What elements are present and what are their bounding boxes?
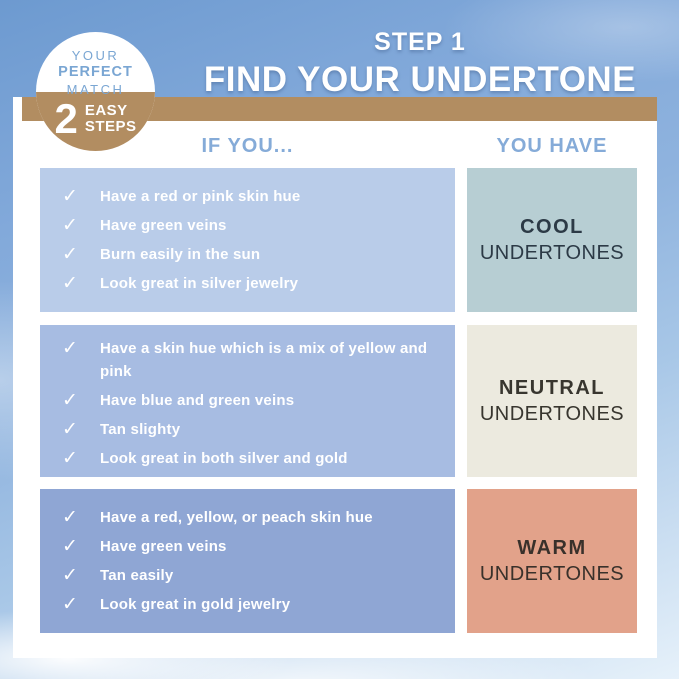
- list-item: [40, 564, 455, 587]
- list-item: [40, 389, 455, 412]
- list-item-text: Look great in silver jewelry: [100, 275, 299, 292]
- badge-line-your: YOUR: [71, 48, 120, 63]
- checkmark-icon: ✓: [62, 273, 79, 294]
- badge-steps-words: [85, 103, 137, 135]
- list-item-text: Burn easily in the sun: [100, 246, 261, 263]
- list-item: [40, 337, 455, 383]
- badge-word-easy: EASY: [84, 102, 128, 120]
- list-item-text: Tan slighty: [100, 421, 181, 438]
- badge-word-steps: STEPS: [84, 118, 137, 136]
- list-item-text: Look great in gold jewelry: [100, 596, 291, 613]
- page-title: [150, 28, 679, 100]
- list-item-text: Have blue and green veins: [100, 392, 295, 409]
- list-item: [40, 593, 455, 616]
- badge-step-count: 2: [54, 95, 78, 143]
- checkmark-icon: ✓: [62, 594, 79, 615]
- list-item-text: Have a skin hue which is a mix of yellow and pink: [100, 340, 428, 380]
- perfect-match-badge: [36, 32, 155, 151]
- checkmark-icon: ✓: [62, 507, 79, 528]
- result-cool-undertones: [467, 168, 637, 312]
- badge-line-match: MATCH: [66, 82, 125, 97]
- list-item-text: Look great in both silver and gold: [100, 450, 348, 467]
- result-suffix: UNDERTONES: [479, 563, 625, 585]
- list-item-text: Have a red or pink skin hue: [100, 188, 301, 205]
- checkmark-icon: ✓: [62, 338, 79, 359]
- list-item: [40, 272, 455, 295]
- badge-top-text: [36, 47, 155, 98]
- list-item: [40, 447, 455, 470]
- result-word: WARM: [517, 537, 587, 559]
- column-header-you-have: YOU HAVE: [496, 135, 608, 157]
- badge-line-perfect: PERFECT: [58, 64, 133, 80]
- list-item: [40, 418, 455, 441]
- column-header-if-you: IF YOU...: [201, 135, 294, 157]
- list-item-text: Have a red, yellow, or peach skin hue: [100, 509, 373, 526]
- checkmark-icon: ✓: [62, 215, 79, 236]
- checkmark-icon: ✓: [62, 448, 79, 469]
- checkmark-icon: ✓: [62, 244, 79, 265]
- checklist-neutral: [40, 325, 455, 477]
- checkmark-icon: ✓: [62, 419, 79, 440]
- checklist-warm: [40, 489, 455, 633]
- title-heading: FIND YOUR UNDERTONE: [203, 60, 637, 99]
- list-item-text: Tan easily: [100, 567, 174, 584]
- list-item: [40, 214, 455, 237]
- result-word: NEUTRAL: [498, 377, 606, 399]
- badge-steps: [36, 94, 155, 145]
- checkmark-icon: ✓: [62, 390, 79, 411]
- checkmark-icon: ✓: [62, 186, 79, 207]
- list-item-text: Have green veins: [100, 217, 227, 234]
- result-word: COOL: [520, 216, 584, 238]
- checkmark-icon: ✓: [62, 565, 79, 586]
- checkmark-icon: ✓: [62, 536, 79, 557]
- list-item-text: Have green veins: [100, 538, 227, 555]
- step-label: STEP 1: [374, 28, 466, 56]
- result-warm-undertones: [467, 489, 637, 633]
- checklist-cool: [40, 168, 455, 312]
- list-item: [40, 506, 455, 529]
- list-item: [40, 185, 455, 208]
- result-suffix: UNDERTONES: [479, 403, 625, 425]
- list-item: [40, 535, 455, 558]
- result-neutral-undertones: [467, 325, 637, 477]
- result-suffix: UNDERTONES: [479, 242, 625, 264]
- list-item: [40, 243, 455, 266]
